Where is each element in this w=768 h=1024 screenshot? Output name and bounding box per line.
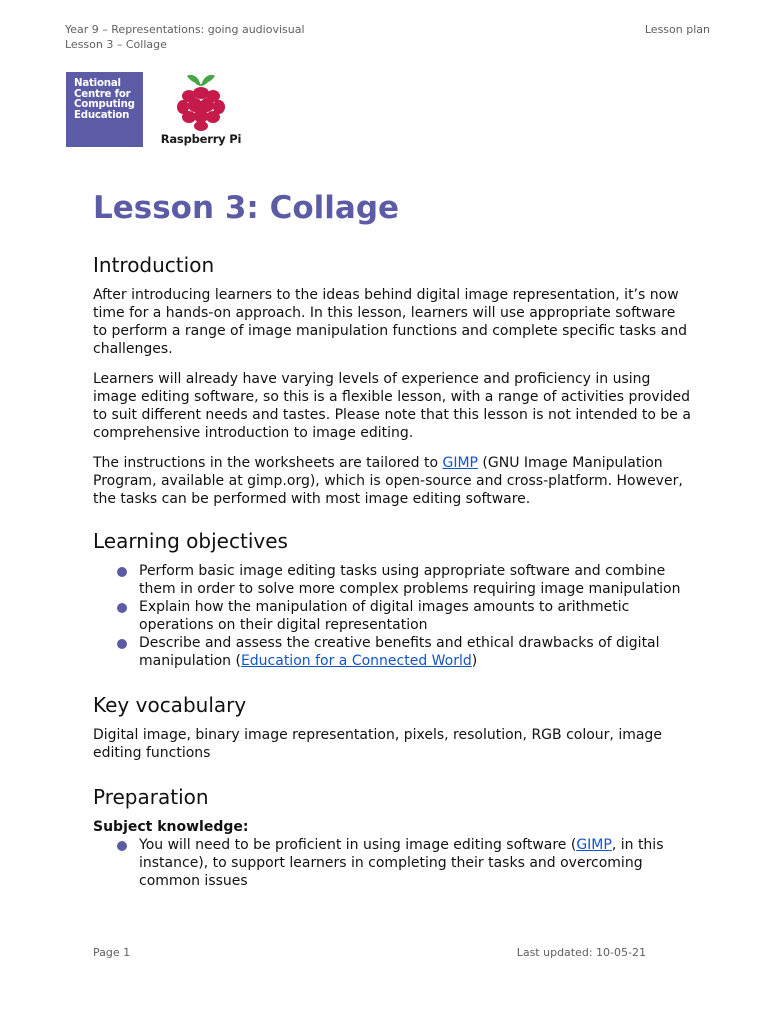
raspberry-icon bbox=[160, 70, 242, 132]
objectives-list bbox=[93, 562, 693, 670]
ncce-line: National bbox=[74, 78, 121, 89]
key-vocabulary-section bbox=[93, 692, 693, 762]
raspberry-pi-logo bbox=[160, 70, 242, 150]
intro-paragraph-2: Learners will already have varying levels of experience and proficiency in using image editing software, so this is a flexible lesson, with a range of activities provided to suit different needs and tastes. Please note that this lesson is not intended to be a comprehensive introduction to image editing. bbox=[93, 371, 691, 441]
page-title: Lesson 3: Collage bbox=[93, 190, 400, 226]
bullet-icon bbox=[117, 639, 127, 649]
bullet-icon bbox=[117, 567, 127, 577]
main-content bbox=[93, 188, 693, 890]
section-heading-vocabulary: Key vocabulary bbox=[93, 693, 247, 717]
section-heading-introduction: Introduction bbox=[93, 253, 215, 277]
gimp-link-2[interactable]: GIMP bbox=[576, 837, 612, 853]
preparation-list bbox=[93, 836, 693, 890]
objective-text: ) bbox=[471, 653, 478, 669]
intro-p3-text: (GNU Image Manipulation Program, available at gimp.org), which is open-source and cross-platform. However, the tasks can be performed with most image editing software. bbox=[93, 455, 683, 507]
intro-paragraph-3 bbox=[93, 454, 693, 508]
intro-p3-text: The instructions in the worksheets are tailored to bbox=[93, 455, 443, 471]
intro-paragraph-1: After introducing learners to the ideas behind digital image representation, it’s now time for a hands-on approach. In this lesson, learners will use appropriate software to perform a range of image manipulation functions and complete specific tasks and challenges. bbox=[93, 287, 687, 357]
running-header-left bbox=[65, 22, 305, 52]
preparation-text: , in this instance), to support learners in completing their tasks and overcoming common issues bbox=[139, 837, 664, 889]
bullet-icon bbox=[117, 841, 127, 851]
doc-type-label: Lesson plan bbox=[644, 23, 710, 36]
objective-text: Explain how the manipulation of digital images amounts to arithmetic operations on their digital representation bbox=[139, 599, 630, 633]
list-item bbox=[93, 562, 693, 598]
section-heading-objectives: Learning objectives bbox=[93, 529, 288, 553]
preparation-section bbox=[93, 784, 693, 890]
connected-world-link[interactable]: Education for a Connected World bbox=[240, 653, 472, 669]
preparation-text: You will need to be proficient in using image editing software ( bbox=[139, 837, 577, 853]
ncce-line: Education bbox=[74, 109, 130, 121]
ncce-logo bbox=[66, 72, 143, 147]
lesson-subtitle: Lesson 3 – Collage bbox=[65, 38, 167, 51]
bullet-icon bbox=[117, 603, 127, 613]
subject-knowledge-label: Subject knowledge: bbox=[93, 819, 249, 835]
page-number: Page 1 bbox=[93, 946, 131, 959]
list-item bbox=[93, 598, 693, 634]
objective-text: Perform basic image editing tasks using appropriate software and combine them in order to solve more complex problems requiring image manipulation bbox=[139, 563, 681, 597]
gimp-link[interactable]: GIMP bbox=[442, 455, 478, 471]
ncce-line: Centre for bbox=[74, 88, 131, 100]
vocabulary-text: Digital image, binary image representation, pixels, resolution, RGB colour, image editing functions bbox=[93, 727, 662, 761]
list-item bbox=[93, 634, 693, 670]
course-title: Year 9 – Representations: going audiovisual bbox=[65, 23, 305, 36]
objective-text: Describe and assess the creative benefits and ethical drawbacks of digital manipulation ( bbox=[139, 635, 660, 669]
learning-objectives-section bbox=[93, 528, 693, 670]
section-heading-preparation: Preparation bbox=[93, 785, 209, 809]
list-item bbox=[93, 836, 693, 890]
ncce-line: Computing bbox=[74, 99, 135, 111]
raspberry-pi-wordmark: Raspberry Pi bbox=[160, 132, 242, 146]
last-updated: Last updated: 10-05-21 bbox=[516, 946, 646, 959]
